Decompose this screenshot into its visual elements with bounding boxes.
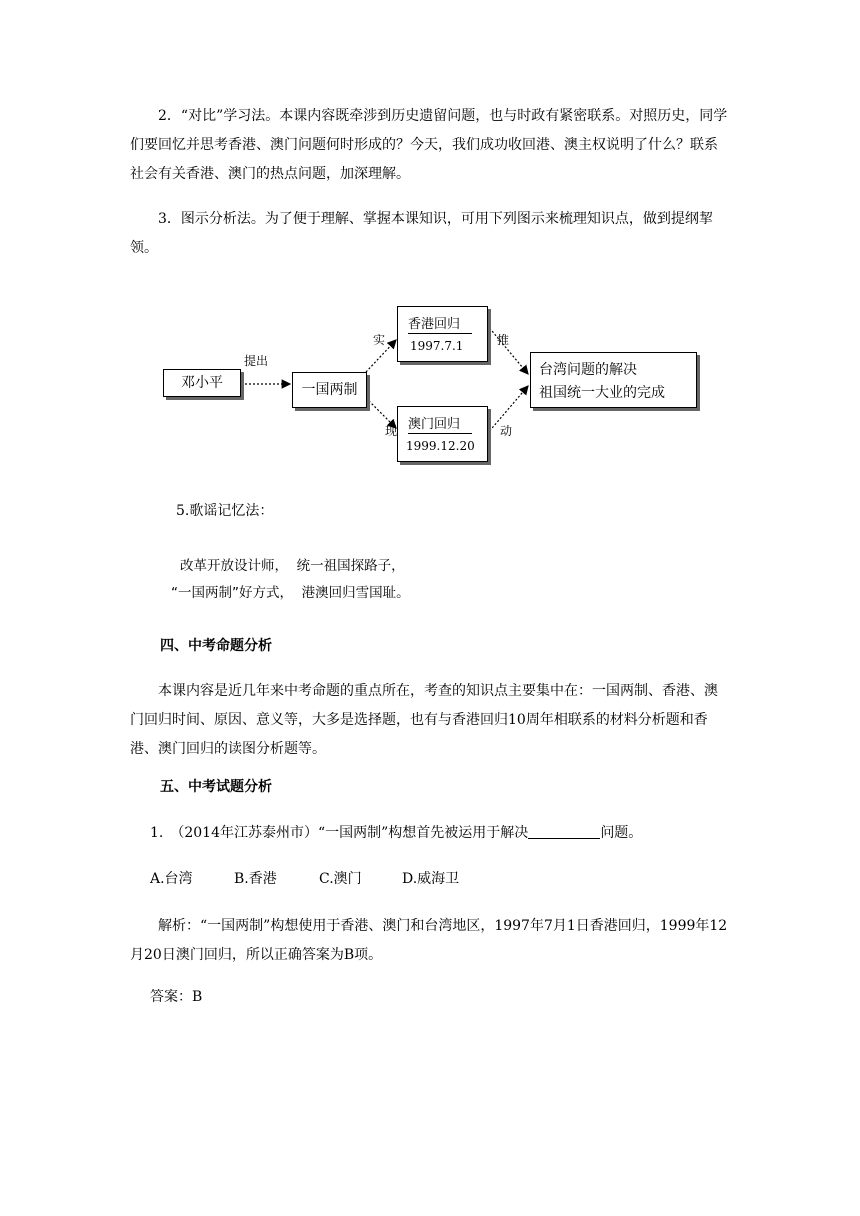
node-policy-label: 一国两制 [301, 382, 358, 398]
node-deng-xiaoping [163, 369, 241, 397]
option-a: A.台湾 [150, 871, 193, 887]
answer-text: 答案：B [150, 989, 203, 1005]
node-reunification-goal [530, 352, 697, 408]
option-b: B.香港 [234, 871, 277, 887]
node-one-country-two-systems [292, 372, 367, 408]
label-realize-top: 实 [373, 333, 386, 347]
paragraph-contrast-method: 2．“对比”学习法。本课内容既牵涉到历史遗留问题，也与时政有紧密联系。对照历史，同学们要回忆并思考香港、澳门问题何时形成的？今天，我们成功收回港、澳主权说明了什么？联系社会有关香港、澳门的热点问题，加深理解。 [130, 108, 728, 182]
heading-exam-analysis: 四、中考命题分析 [160, 638, 272, 654]
option-c: C.澳门 [319, 871, 362, 887]
paragraph-exam-analysis: 本课内容是近几年来中考命题的重点所在，考查的知识点主要集中在：一国两制、香港、澳门回归时间、原因、意义等，大多是选择题，也有与香港回归10周年相联系的材料分析题和香港、澳门回归的读图分析题等。 [130, 683, 718, 757]
node-hk-return [397, 306, 488, 362]
question-1-suffix: 问题。 [600, 825, 643, 841]
poem-line-1: 改革开放设计师， 统一祖国探路子， [180, 558, 405, 574]
paragraph-explanation: 解析：“一国两制”构想使用于香港、澳门和台湾地区，1997年7月1日香港回归，1999年12月20日澳门回归，所以正确答案为B项。 [130, 918, 728, 963]
heading-exam-questions: 五、中考试题分析 [160, 779, 272, 795]
hk-return-title: 香港回归 [408, 313, 472, 334]
label-push-bottom: 动 [500, 424, 513, 438]
option-d: D.威海卫 [402, 871, 460, 887]
goal-line-taiwan: 台湾问题的解决 [539, 362, 637, 378]
question-1-text: 1. （2014年江苏泰州市）“一国两制”构想首先被运用于解决 [150, 825, 529, 841]
macau-return-date: 1999.12.20 [406, 439, 475, 453]
poem-line-2: “一国两制”好方式， 港澳回归雪国耻。 [171, 585, 410, 601]
answer-blank [528, 824, 600, 839]
goal-line-reunification: 祖国统一大业的完成 [539, 385, 665, 401]
question-1 [150, 822, 642, 842]
paragraph-diagram-method: 3．图示分析法。为了便于理解、掌握本课知识，可用下列图示来梳理知识点，做到提纲挈领。 [130, 211, 713, 256]
section-song-memory-label: 5.歌谣记忆法： [176, 503, 274, 519]
label-propose: 提出 [244, 354, 269, 368]
macau-return-title: 澳门回归 [408, 413, 472, 434]
label-realize-bottom: 现 [385, 424, 398, 438]
node-macau-return [397, 406, 488, 462]
label-push-top: 推 [497, 333, 510, 347]
hk-return-date: 1997.7.1 [410, 339, 464, 353]
node-deng-xiaoping-label: 邓小平 [181, 375, 223, 391]
question-options [150, 868, 459, 888]
